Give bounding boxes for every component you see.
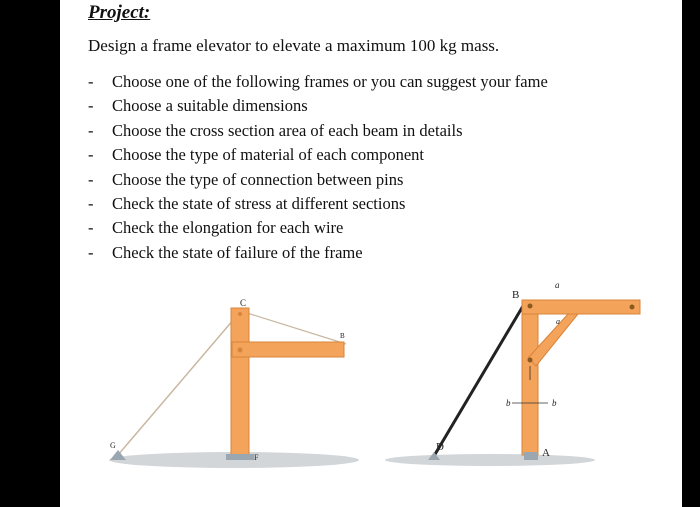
label-f: F [254, 453, 259, 462]
pin-joint [528, 304, 533, 309]
top-beam [522, 300, 640, 314]
label-a-mid: a [556, 317, 560, 326]
label-g: G [110, 441, 116, 450]
label-b-left: b [506, 398, 511, 408]
list-item: - Choose the type of material of each component [88, 145, 425, 165]
pin-joint [238, 312, 242, 316]
cable [244, 312, 346, 344]
support-g [110, 450, 126, 460]
task-list [88, 70, 548, 265]
pin-joint [630, 305, 635, 310]
cable [118, 312, 240, 455]
label-a: A [542, 447, 550, 459]
label-a-top: a [555, 280, 560, 290]
label-d: D [436, 441, 444, 453]
list-item: - Choose the type of connection between pins [88, 169, 404, 189]
ground-shadow [385, 454, 595, 466]
pin-joint [528, 358, 533, 363]
list-item: - Check the state of failure of the frame [88, 242, 363, 262]
boom-beam [232, 342, 344, 357]
support-a [524, 452, 538, 460]
list-item: - Choose the cross section area of each beam in details [88, 120, 463, 140]
list-item: - Choose a suitable dimensions [88, 96, 308, 116]
frame-figure-b [370, 270, 610, 480]
pin-joint [238, 348, 243, 353]
label-c: C [240, 298, 247, 308]
label-b: B [340, 332, 345, 340]
label-b: B [512, 289, 520, 301]
list-item: - Check the elongation for each wire [88, 218, 344, 238]
list-item: - Choose one of the following frames or you can suggest your fame [88, 72, 548, 91]
frame-figure-a [104, 270, 344, 480]
label-b-right: b [552, 398, 557, 408]
document-page [60, 0, 682, 507]
rope [434, 306, 523, 456]
page-title: Project: [88, 2, 151, 23]
support-f [226, 454, 254, 460]
intro-text: Design a frame elevator to elevate a maximum 100 kg mass. [88, 36, 500, 55]
list-item: - Check the state of stress at different sections [88, 193, 406, 213]
column-beam [231, 308, 249, 458]
